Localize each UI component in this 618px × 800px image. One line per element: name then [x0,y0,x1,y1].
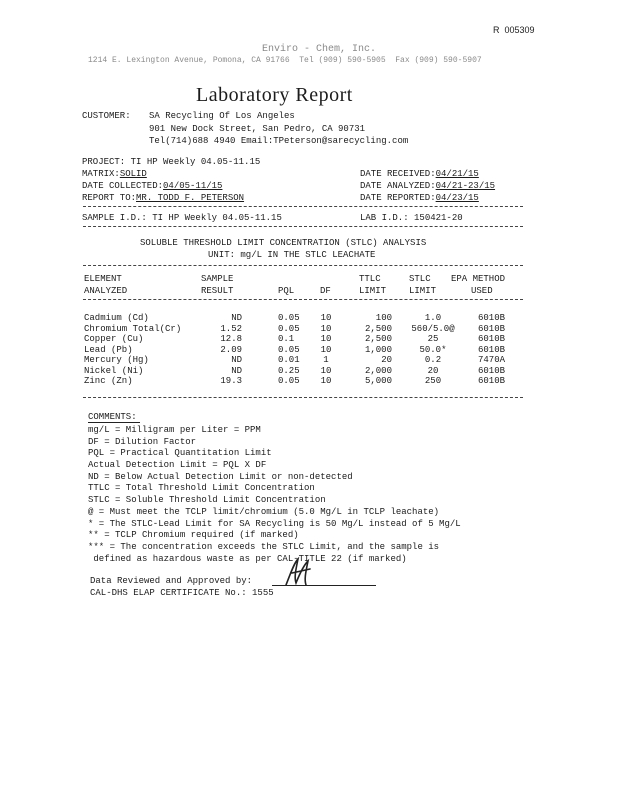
table-cell: 0.05 [278,376,300,386]
table-cell: Mercury (Hg) [84,355,149,365]
header-stlc-limit: LIMIT [409,286,437,296]
header-sample: SAMPLE [201,274,234,284]
table-cell: 100 [375,313,392,323]
column-ttlc [350,313,392,387]
table-cell: 0.05 [278,344,300,355]
report-to-value: MR. TODD F. PETERSON [136,193,245,203]
comment-line: PQL = Practical Quantitation Limit [88,448,272,459]
project-value: TI HP Weekly 04.05-11.15 [130,157,261,167]
comment-line: Actual Detection Limit = PQL X DF [88,460,267,471]
table-cell: 6010B [478,365,506,376]
header-element: ELEMENT [84,274,122,284]
table-cell: 50.0* [419,344,447,355]
divider [83,265,523,266]
column-pql [278,313,314,387]
table-cell: Copper (Cu) [84,334,144,344]
comments-underline [88,422,140,423]
matrix-value: SOLID [119,169,147,179]
received-value: 04/21/15 [435,169,479,179]
analyzed-label: DATE ANALYZED: [360,181,436,191]
reported-label: DATE REPORTED: [360,193,436,203]
analyzed-value: 04/21-23/15 [435,181,496,191]
table-cell: Chromium Total(Cr) [84,323,182,334]
comment-line: mg/L = Milligram per Liter = PPM [88,425,261,435]
comment-line: ** = TCLP Chromium required (if marked) [88,530,299,541]
table-cell: 10 [320,365,332,376]
table-cell: 0.25 [278,365,300,376]
comment-line: *** = The concentration exceeds the STLC Limit, and the sample is [88,541,440,552]
table-cell: 0.2 [424,355,442,365]
table-cell: Cadmium (Cd) [84,313,149,323]
table-cell: 0.05 [278,313,300,323]
table-cell: Lead (Pb) [84,344,133,355]
table-cell: 10 [320,323,332,334]
divider [83,206,523,207]
comment-line: @ = Must meet the TCLP limit/chromium (5.0 Mg/L in TCLP leachate) [88,506,440,517]
collected-value: 04/05-11/15 [163,181,223,191]
table-cell: 6010B [478,344,506,355]
sample-id-label: SAMPLE I.D.: [82,213,147,223]
table-cell: 2,500 [364,334,392,344]
customer-name: SA Recycling Of Los Angeles [149,111,295,121]
divider [83,397,523,398]
lab-address: 1214 E. Lexington Avenue, Pomona, CA 91766 Tel (909) 590-5905 Fax (909) 590-5907 [88,56,482,65]
report-to-label: REPORT TO: [82,193,137,203]
lab-id-value: 150421-20 [414,213,463,223]
table-cell: 0.01 [278,355,300,365]
table-cell: 20 [427,365,439,376]
table-cell: 19.3 [220,376,242,386]
header-pql: PQL [278,286,295,296]
table-cell: 0.05 [278,323,300,334]
received-row [360,169,479,179]
header-stlc: STLC [409,274,431,284]
header-used: USED [471,286,493,296]
report-title: Laboratory Report [196,84,353,106]
document-number: R 005309 [493,25,535,35]
comment-line: DF = Dilution Factor [88,436,197,447]
table-cell: ND [231,355,242,365]
project-row [82,157,260,167]
table-cell: 1,000 [364,344,392,355]
table-cell: ND [231,313,242,323]
table-cell: 10 [320,344,332,355]
project-label: PROJECT: [82,157,126,167]
customer-contact: Tel(714)688 4940 Email:TPeterson@sarecycling.com [149,136,409,146]
header-analyzed: ANALYZED [84,286,128,296]
received-label: DATE RECEIVED: [360,169,436,179]
table-cell: 6010B [478,334,506,344]
table-cell: 250 [424,376,442,386]
analyzed-row [360,181,495,191]
column-df [318,313,334,387]
sample-id-row [82,213,282,223]
table-cell: 6010B [478,323,506,334]
table-cell: 5,000 [364,376,392,386]
table-cell: 10 [320,334,332,344]
table-cell: 6010B [478,376,506,386]
matrix-label: MATRIX: [82,169,120,179]
header-result: RESULT [201,286,234,296]
reported-row [360,193,479,203]
header-epa-method: EPA METHOD [451,274,506,284]
collected-label: DATE COLLECTED: [82,181,164,191]
table-cell: 10 [320,313,332,323]
approval-label: Data Reviewed and Approved by: [90,576,253,586]
column-method [478,313,518,387]
column-result [204,313,242,387]
comment-line: STLC = Soluble Threshold Limit Concentration [88,495,326,506]
comments-list [88,425,528,565]
matrix-row [82,169,147,179]
table-cell: 10 [320,376,332,386]
collected-row [82,181,222,191]
lab-id-label: LAB I.D.: [360,213,409,223]
comment-line: defined as hazardous waste as per CAL-TITLE 22 (if marked) [88,553,407,564]
table-cell: 20 [381,355,392,365]
table-cell: 0.1 [278,334,295,344]
header-df: DF [320,286,331,296]
customer-street: 901 New Dock Street, San Pedro, CA 90731 [149,124,366,134]
table-cell: 2,500 [364,323,392,334]
sample-id-value: TI HP Weekly 04.05-11.15 [152,213,282,223]
comments-heading: COMMENTS: [88,412,137,422]
table-cell: 1 [323,355,329,365]
column-element [84,313,199,387]
table-cell: ND [231,365,242,376]
reported-value: 04/23/15 [435,193,479,203]
table-cell: 2.09 [220,344,242,355]
divider [83,226,523,227]
table-cell: Nickel (Ni) [84,365,144,376]
table-cell: 25 [427,334,439,344]
comment-line: TTLC = Total Threshold Limit Concentration [88,483,315,494]
header-ttlc-limit: LIMIT [359,286,387,296]
column-stlc [405,313,461,387]
comment-line: * = The STLC-Lead Limit for SA Recycling is 50 Mg/L instead of 5 Mg/L [88,518,461,529]
elap-certificate: CAL-DHS ELAP CERTIFICATE No.: 1555 [90,588,274,598]
table-cell: 1.52 [220,323,242,334]
table-cell: Zinc (Zn) [84,376,133,386]
signature-icon [282,555,316,591]
table-cell: 1.0 [424,313,442,323]
lab-id-row [360,213,463,223]
table-cell: 7470A [478,355,506,365]
table-cell: 6010B [478,313,506,323]
analysis-heading: SOLUBLE THRESHOLD LIMIT CONCENTRATION (STLC) ANALYSIS [140,238,427,248]
comment-line: ND = Below Actual Detection Limit or non-detected [88,471,353,482]
table-cell: 560/5.0@ [411,323,455,334]
header-ttlc: TTLC [359,274,381,284]
lab-name: Enviro - Chem, Inc. [262,44,377,55]
report-to-row [82,193,244,203]
divider [83,299,523,300]
analysis-unit: UNIT: mg/L IN THE STLC LEACHATE [208,250,376,260]
table-cell: 12.8 [220,334,242,344]
customer-label: CUSTOMER: [82,111,131,121]
table-cell: 2,000 [364,365,392,376]
